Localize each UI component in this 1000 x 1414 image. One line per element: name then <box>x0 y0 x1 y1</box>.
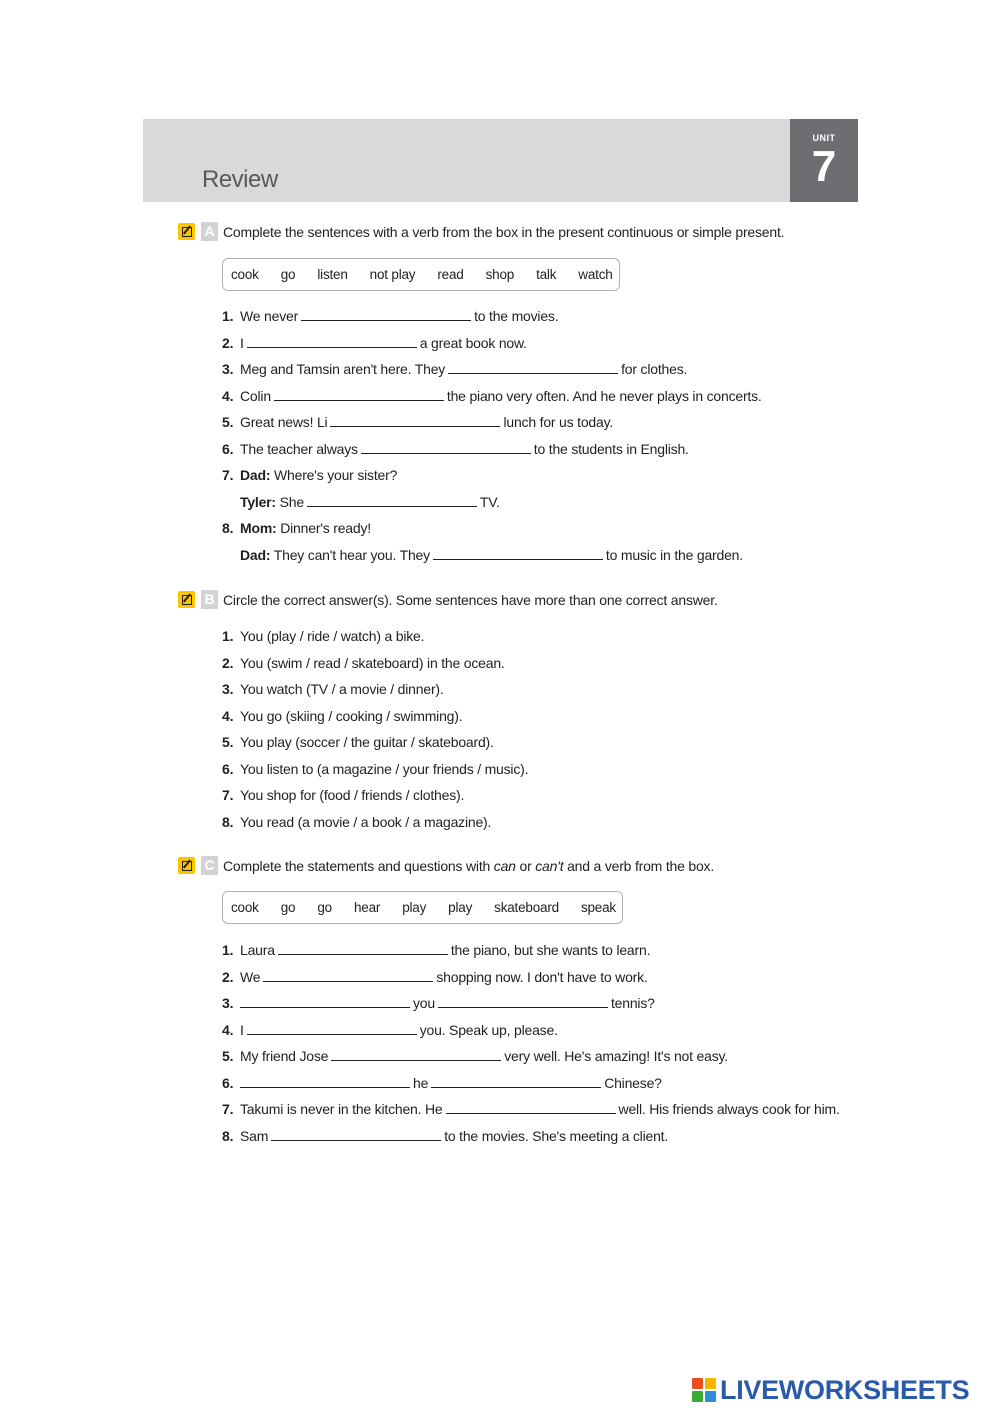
item-text: you. Speak up, please. <box>419 1021 558 1038</box>
item-text: to music in the garden. <box>605 546 743 563</box>
section-a-instruction-row <box>176 221 876 243</box>
section-b-items <box>222 626 876 838</box>
answer-blank[interactable] <box>240 1074 410 1088</box>
exercise-item[interactable] <box>222 653 876 680</box>
exercise-item[interactable] <box>222 706 876 733</box>
word-box-item: play <box>448 900 473 915</box>
section-c <box>176 855 876 1152</box>
section-a-items <box>222 306 876 571</box>
exercise-item[interactable] <box>222 732 876 759</box>
instruction-cant: can't <box>535 858 564 874</box>
answer-blank[interactable] <box>307 493 477 507</box>
instruction-can: can <box>493 858 516 874</box>
section-letter-badge: A <box>201 222 218 241</box>
exercise-item <box>222 967 876 994</box>
item-number: 1. <box>222 308 234 324</box>
exercise-item[interactable] <box>222 759 876 786</box>
exercise-item-continued <box>222 492 876 519</box>
item-number: 7. <box>222 1101 234 1117</box>
exercise-item <box>222 993 876 1020</box>
section-letter-badge: B <box>201 590 218 609</box>
word-box-item: go <box>317 900 332 915</box>
item-number: 6. <box>222 440 234 457</box>
item-text: Meg and Tamsin aren't here. They <box>240 361 446 377</box>
section-letter-badge: C <box>201 856 218 875</box>
edit-icon <box>178 591 195 608</box>
answer-blank[interactable] <box>433 546 603 560</box>
exercise-item <box>222 359 876 386</box>
item-text: Chinese? <box>604 1074 662 1091</box>
answer-blank[interactable] <box>448 360 618 374</box>
speaker-label: Dad: <box>240 546 271 563</box>
item-number: 5. <box>222 734 234 750</box>
instruction-part: Complete the statements and questions with <box>223 858 491 874</box>
header-band <box>143 119 790 202</box>
logo-tile <box>692 1391 703 1402</box>
logo-tile <box>705 1378 716 1389</box>
page-title: Review <box>202 166 278 193</box>
item-text: I <box>240 334 244 351</box>
word-box-item: go <box>280 267 296 282</box>
section-a-instruction: Complete the sentences with a verb from the box in the present continuous or simple present. <box>223 224 785 240</box>
item-number: 3. <box>222 361 234 377</box>
logo-tile <box>705 1391 716 1402</box>
exercise-item <box>222 386 876 413</box>
item-text: Colin <box>240 387 271 404</box>
logo-text: LIVEWORKSHEETS <box>720 1374 970 1405</box>
speaker-label: Tyler: <box>240 493 276 510</box>
item-number: 8. <box>222 1127 234 1144</box>
item-text: The teacher always <box>240 440 358 457</box>
item-text: to the students in English. <box>533 440 689 457</box>
exercise-item <box>222 1020 876 1047</box>
exercise-item <box>222 412 876 439</box>
instruction-part: or <box>519 858 532 874</box>
item-text: She <box>279 493 304 510</box>
item-text: lunch for us today. <box>503 414 614 430</box>
answer-blank[interactable] <box>431 1074 601 1088</box>
answer-blank[interactable] <box>263 968 433 982</box>
item-number: 3. <box>222 681 234 697</box>
exercise-item <box>222 465 876 492</box>
section-b-instruction-row <box>176 589 876 611</box>
answer-blank[interactable] <box>331 1047 501 1061</box>
item-number: 7. <box>222 787 234 803</box>
item-number: 2. <box>222 654 234 671</box>
item-text: You watch (TV / a movie / dinner). <box>240 681 444 697</box>
item-text: Sam <box>240 1127 269 1144</box>
word-box-item: speak <box>580 900 616 915</box>
item-text: My friend Jose <box>240 1048 329 1064</box>
item-number: 5. <box>222 414 234 430</box>
speaker-label: Mom: <box>240 520 277 536</box>
word-box <box>222 258 620 291</box>
exercise-item <box>222 940 876 967</box>
item-text: very well. He's amazing! It's not easy. <box>504 1048 728 1064</box>
word-box-item: shop <box>485 267 515 282</box>
unit-number: 7 <box>811 142 837 191</box>
exercise-item <box>222 1073 876 1100</box>
exercise-item[interactable] <box>222 785 876 812</box>
item-text: you <box>413 995 435 1011</box>
section-c-instruction <box>223 858 714 874</box>
edit-icon <box>178 223 195 240</box>
section-a <box>176 221 876 571</box>
edit-icon <box>178 857 195 874</box>
item-number: 5. <box>222 1048 234 1064</box>
item-number: 1. <box>222 942 234 958</box>
word-box-item: listen <box>317 267 348 282</box>
exercise-item <box>222 1099 876 1126</box>
word-box-item: watch <box>578 267 613 282</box>
exercise-item-continued <box>222 545 876 572</box>
exercise-item[interactable] <box>222 626 876 653</box>
answer-blank[interactable] <box>271 1127 441 1141</box>
item-number: 3. <box>222 995 234 1011</box>
item-number: 7. <box>222 467 234 483</box>
item-text: the piano very often. And he never plays in concerts. <box>446 387 762 404</box>
liveworksheets-grid-icon <box>692 1378 716 1402</box>
section-b <box>176 589 876 838</box>
item-number: 4. <box>222 1021 234 1038</box>
exercise-item <box>222 333 876 360</box>
unit-label: UNIT <box>812 133 836 143</box>
exercise-item[interactable] <box>222 812 876 839</box>
answer-blank[interactable] <box>438 994 608 1008</box>
exercise-item <box>222 1126 876 1153</box>
item-text: You (swim / read / skateboard) in the ocean. <box>240 654 505 671</box>
answer-blank[interactable] <box>240 994 410 1008</box>
item-text: I <box>240 1021 244 1038</box>
item-number: 6. <box>222 760 234 777</box>
item-text: You read (a movie / a book / a magazine). <box>240 813 492 830</box>
unit-badge <box>790 119 858 202</box>
exercise-item <box>222 439 876 466</box>
item-text: he <box>413 1074 429 1091</box>
item-text: You (play / ride / watch) a bike. <box>240 628 425 644</box>
word-box-item: not play <box>369 267 416 282</box>
item-number: 4. <box>222 387 234 404</box>
item-text: They can't hear you. They <box>273 546 430 563</box>
instruction-part: and a verb from the box. <box>567 858 715 874</box>
liveworksheets-logo[interactable] <box>692 1375 969 1405</box>
item-text: You play (soccer / the guitar / skateboard). <box>240 734 494 750</box>
section-c-instruction-row <box>176 855 876 877</box>
word-box-item: hear <box>353 900 381 915</box>
answer-blank[interactable] <box>247 334 417 348</box>
item-number: 4. <box>222 707 234 724</box>
item-text: You shop for (food / friends / clothes). <box>240 787 465 803</box>
exercise-item[interactable] <box>222 679 876 706</box>
section-b-instruction: Circle the correct answer(s). Some sentences have more than one correct answer. <box>223 592 718 608</box>
item-text: shopping now. I don't have to work. <box>436 968 648 985</box>
item-text: Where's your sister? <box>274 467 398 483</box>
exercise-item <box>222 1046 876 1073</box>
item-number: 8. <box>222 813 234 830</box>
item-text: Dinner's ready! <box>280 520 371 536</box>
item-text: Laura <box>240 942 275 958</box>
item-text: TV. <box>479 493 500 510</box>
section-c-items <box>222 940 876 1152</box>
answer-blank[interactable] <box>446 1100 616 1114</box>
item-text: You listen to (a magazine / your friends / music). <box>240 760 529 777</box>
item-text: for clothes. <box>621 361 688 377</box>
item-text: well. His friends always cook for him. <box>618 1101 840 1117</box>
word-box-item: cook <box>231 267 259 282</box>
answer-blank[interactable] <box>301 307 471 321</box>
speaker-label: Dad: <box>240 467 271 483</box>
answer-blank[interactable] <box>274 387 444 401</box>
item-number: 8. <box>222 520 234 536</box>
word-box-item: read <box>437 267 464 282</box>
logo-tile <box>692 1378 703 1389</box>
word-box-item: play <box>402 900 427 915</box>
item-number: 6. <box>222 1074 234 1091</box>
item-text: We <box>240 968 261 985</box>
item-text: You go (skiing / cooking / swimming). <box>240 707 463 724</box>
item-number: 2. <box>222 334 234 351</box>
item-text: We never <box>240 308 299 324</box>
answer-blank[interactable] <box>247 1021 417 1035</box>
answer-blank[interactable] <box>278 941 448 955</box>
exercise-item <box>222 306 876 333</box>
item-text: Great news! Li <box>240 414 328 430</box>
word-box-item: go <box>280 900 296 915</box>
word-box-item: cook <box>231 900 259 915</box>
item-text: the piano, but she wants to learn. <box>450 942 651 958</box>
word-box-item: skateboard <box>494 900 559 915</box>
answer-blank[interactable] <box>330 413 500 427</box>
item-text: a great book now. <box>419 334 527 351</box>
exercise-item <box>222 518 876 545</box>
item-text: to the movies. <box>474 308 559 324</box>
item-number: 2. <box>222 968 234 985</box>
word-box-item: talk <box>536 267 557 282</box>
answer-blank[interactable] <box>361 440 531 454</box>
item-number: 1. <box>222 628 234 644</box>
item-text: to the movies. She's meeting a client. <box>444 1127 669 1144</box>
item-text: Takumi is never in the kitchen. He <box>240 1101 443 1117</box>
item-text: tennis? <box>610 995 655 1011</box>
word-box <box>222 891 623 924</box>
